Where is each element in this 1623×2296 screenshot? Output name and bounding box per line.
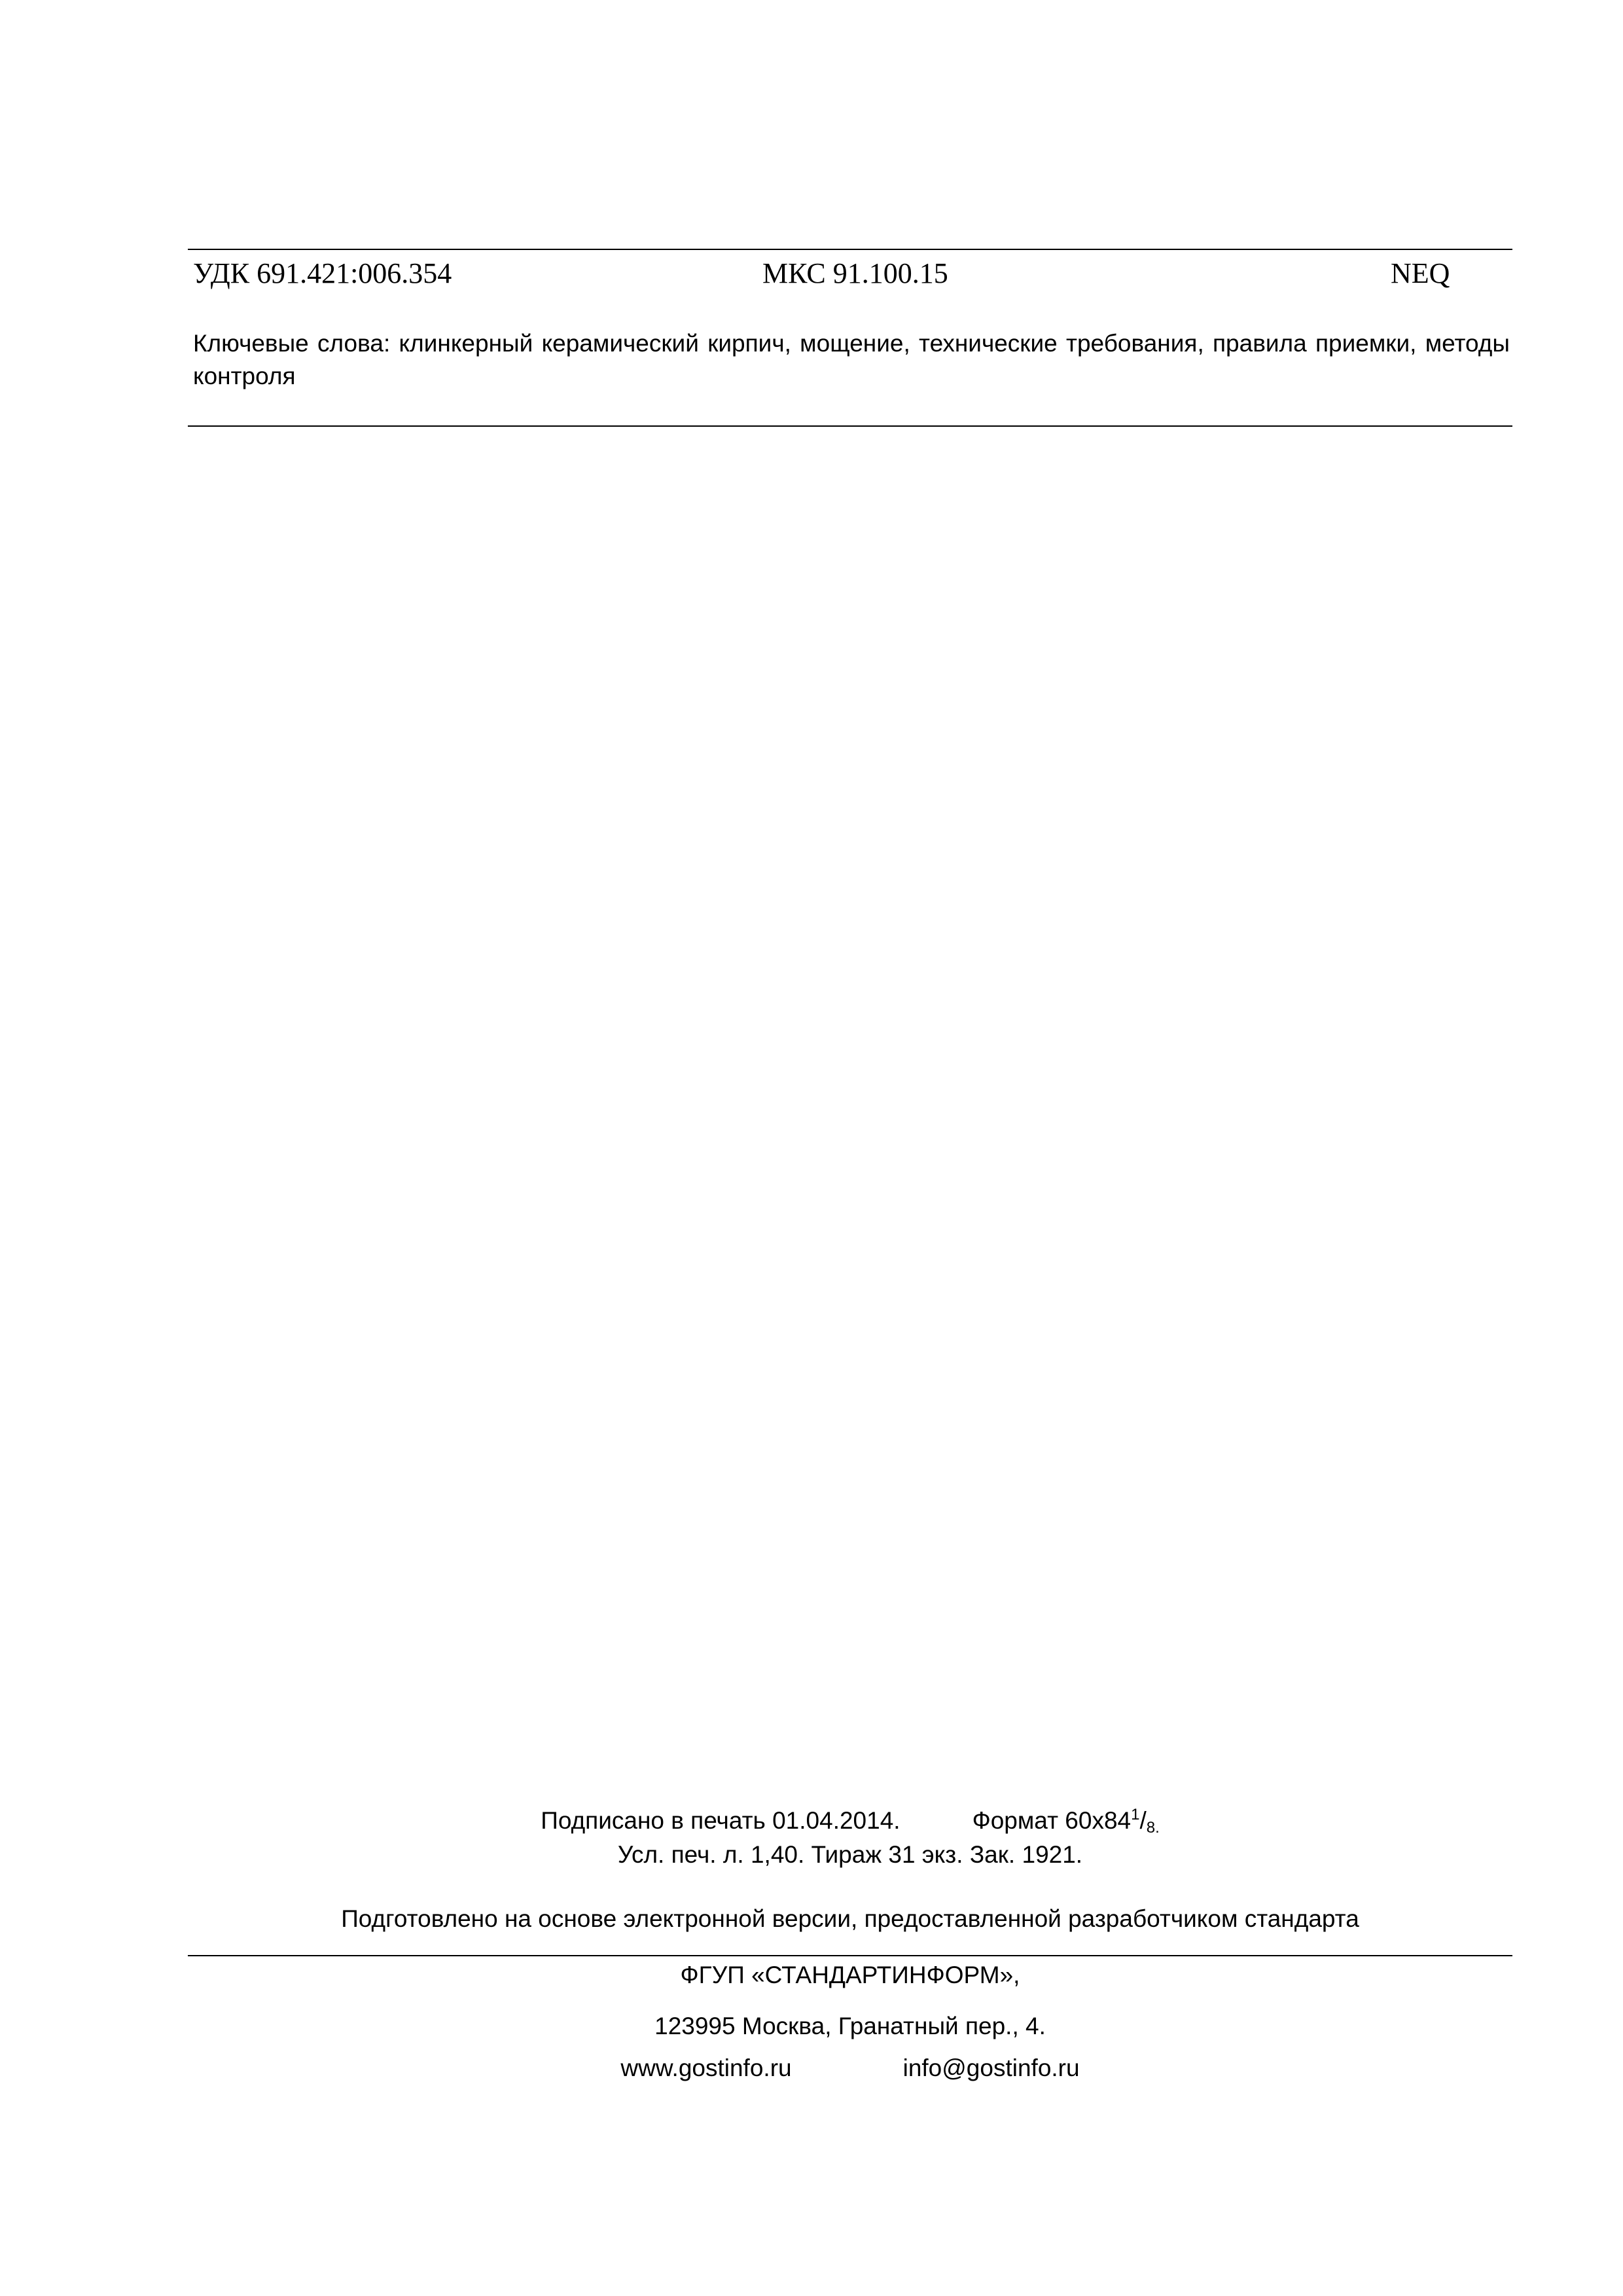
format-fraction-numerator: 1	[1131, 1806, 1140, 1823]
imprint-rule	[188, 1955, 1512, 1956]
format-label: Формат 60х84	[972, 1807, 1132, 1834]
signed-date: Подписано в печать 01.04.2014.	[541, 1807, 901, 1834]
contact-line	[188, 2053, 1512, 2084]
udk-code: УДК 691.421:006.354	[193, 257, 452, 289]
prepared-note: Подготовлено на основе электронной версии, предоставленной разработчиком стандарта	[341, 1905, 1359, 1932]
website-link[interactable]: www.gostinfo.ru	[620, 2054, 792, 2081]
neq-mark: NEQ	[1391, 257, 1450, 289]
format-end: .	[1155, 1819, 1160, 1837]
format-fraction-denominator: 8	[1146, 1819, 1156, 1837]
publisher-address: 123995 Москва, Гранатный пер., 4.	[654, 2013, 1046, 2039]
keywords-rule	[188, 425, 1512, 427]
publisher-name: ФГУП «СТАНДАРТИНФОРМ»,	[680, 1962, 1020, 1988]
keywords-text: Ключевые слова: клинкерный керамический кирпич, мощение, технические требования, правила приемки, методы контроля	[193, 330, 1510, 389]
top-rule	[188, 249, 1512, 250]
email-link[interactable]: info@gostinfo.ru	[902, 2054, 1080, 2081]
print-details: Усл. печ. л. 1,40. Тираж 31 экз. Зак. 1921.	[617, 1841, 1083, 1868]
imprint-signed-line	[188, 1805, 1512, 1837]
classification-row	[193, 254, 1463, 293]
mks-code: МКС 91.100.15	[762, 257, 948, 289]
format-fraction-separator: /	[1139, 1807, 1147, 1834]
